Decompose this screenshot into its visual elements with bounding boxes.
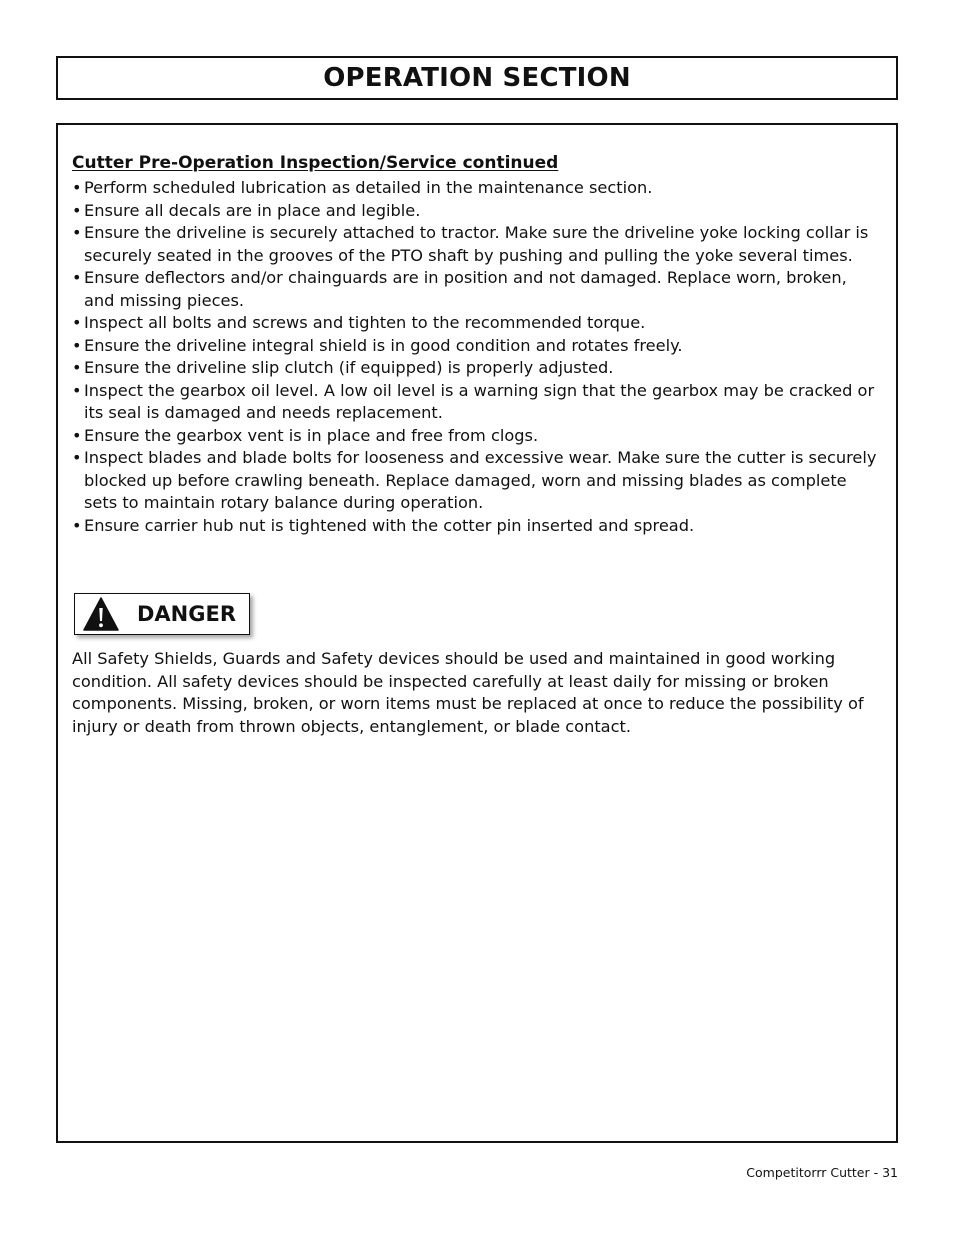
list-item [72,312,882,335]
danger-title: DANGER [137,602,237,626]
list-item-text: Ensure the gearbox vent is in place and free from clogs. [84,425,539,445]
list-item-text: Perform scheduled lubrication as detailed in the maintenance section. [84,178,653,197]
list-item-text: Ensure the driveline slip clutch (if equipped) is properly adjusted. [84,358,614,377]
list-item [72,515,882,538]
list-item-text: Ensure carrier hub nut is tightened with the cotter pin inserted and spread. [84,515,695,535]
list-item [72,267,882,312]
warning-triangle-icon [83,597,119,631]
danger-paragraph: All Safety Shields, Guards and Safety devices should be used and maintained in good working condition. All safety devices should be inspected carefully at least daily for missing or broken components. Missing, broken, or worn items must be replaced at once to reduce the possibility of injury or death from thrown objects, entanglement, or blade contact. [72,649,864,736]
list-item-text: Inspect blades and blade bolts for looseness and excessive wear. Make sure the cutter is securely blocked up before crawling beneath. Replace damaged, worn and missing blades as complete sets to maintain rotary balance during operation. [84,448,877,512]
list-item [72,200,882,223]
subsection-title: Cutter Pre-Operation Inspection/Service continued [72,153,559,173]
bullet: • [72,223,82,242]
bullet: • [72,515,82,535]
list-item-text: Inspect all bolts and screws and tighten to the recommended torque. [84,313,646,332]
list-item-text: Ensure all decals are in place and legible. [84,200,421,220]
danger-label [74,593,250,635]
bullet: • [72,358,82,377]
bullet: • [72,268,82,287]
list-item-text: Ensure the driveline integral shield is in good condition and rotates freely. [84,335,683,355]
list-item [72,335,882,358]
list-item [72,222,882,267]
page-title: OPERATION SECTION [323,63,631,93]
bullet: • [72,380,82,400]
list-item [72,425,882,448]
bullet: • [72,200,82,220]
list-item-text: Ensure the driveline is securely attached to tractor. Make sure the driveline yoke locking collar is securely seated in the grooves of the PTO shaft by pushing and pulling the yoke several times. [84,223,869,265]
bullet: • [72,448,82,467]
list-item-text: Ensure deflectors and/or chainguards are in position and not damaged. Replace worn, broken, and missing pieces. [84,268,847,310]
page-footer: Competitorrr Cutter - 31 [746,1165,898,1180]
bullet: • [72,335,82,355]
list-item [72,447,882,515]
bullet: • [72,313,82,332]
list-item [72,357,882,380]
bullet: • [72,178,82,197]
list-item [72,380,882,425]
list-item-text: Inspect the gearbox oil level. A low oil level is a warning sign that the gearbox may be cracked or its seal is damaged and needs replacement. [84,380,875,422]
section-header [56,56,898,100]
bullet: • [72,425,82,445]
inspection-list [72,177,882,537]
content-box [56,123,898,1143]
list-item [72,177,882,200]
warning-triangle-shape [83,597,119,631]
